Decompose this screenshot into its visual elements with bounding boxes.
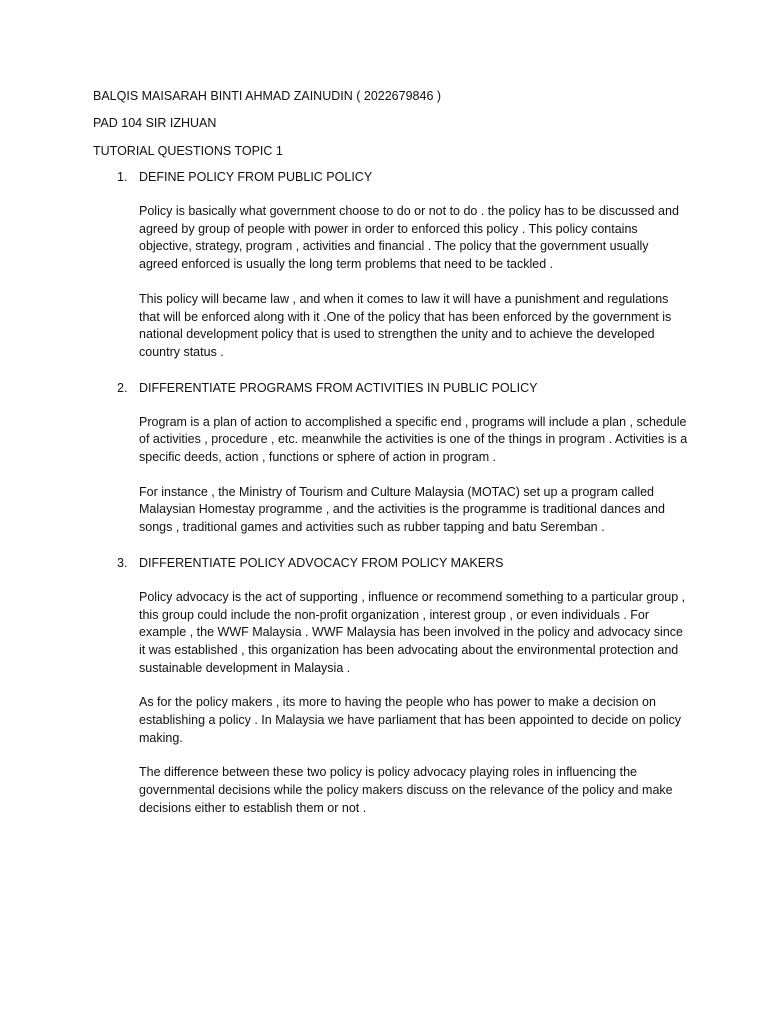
- author-line: BALQIS MAISARAH BINTI AHMAD ZAINUDIN ( 2022679846 ): [93, 89, 442, 103]
- question-title: DIFFERENTIATE POLICY ADVOCACY FROM POLICY MAKERS: [139, 555, 504, 570]
- topic-line: TUTORIAL QUESTIONS TOPIC 1: [93, 144, 283, 158]
- answer-paragraph: Policy advocacy is the act of supporting , influence or recommend something to a particular group , this group could include the non-profit organization , interest group , or even individuals . For example , the WWF Malaysia . WWF Malaysia has been involved in the policy and advocacy since it was established , this organization has been advocating about the environmental protection and sustainable development in Malaysia .: [139, 589, 686, 675]
- question-number: 3.: [117, 555, 128, 570]
- question-number: 2.: [117, 380, 128, 395]
- answer-paragraph: For instance , the Ministry of Tourism and Culture Malaysia (MOTAC) set up a program called Malaysian Homestay programme , and the activities is the programme is traditional dances and songs , traditional games and activities such as rubber tapping and batu Seremban .: [139, 484, 665, 535]
- answer-paragraph: Policy is basically what government choose to do or not to do . the policy has to be discussed and agreed by group of people with power in order to enforced this policy . This policy contains objective, strategy, program , activities and financial . The policy that the government usually agreed enforced is usually the long term problems that need to be tackled .: [139, 204, 679, 272]
- question-heading: [93, 554, 683, 572]
- answer-paragraph: As for the policy makers , its more to having the people who has power to make a decision on establishing a policy . In Malaysia we have parliament that has been appointed to decide on policy making.: [139, 695, 682, 745]
- answer-paragraph: The difference between these two policy is policy advocacy playing roles in influencing the governmental decisions while the policy makers discuss on the relevance of the policy and make decisions either to establish them or not .: [139, 765, 673, 815]
- answer-paragraph: This policy will became law , and when it comes to law it will have a punishment and regulations that will be enforced along with it .One of the policy that has been enforced by the government is national development policy that is used to strengthen the unity and to achieve the developed country status .: [139, 291, 672, 359]
- question-number: 1.: [117, 170, 128, 184]
- question-list: [93, 168, 688, 818]
- question-title: DIFFERENTIATE PROGRAMS FROM ACTIVITIES IN PUBLIC POLICY: [139, 380, 538, 395]
- question-heading: [93, 168, 683, 186]
- question-2: [93, 379, 688, 537]
- question-title: DEFINE POLICY FROM PUBLIC POLICY: [139, 170, 373, 184]
- question-heading: [93, 379, 683, 397]
- answer-paragraph: Program is a plan of action to accomplished a specific end , programs will include a plan , schedule of activities , procedure , etc. meanwhile the activities is one of the things in program . Activities is a specific deeds, action , functions or sphere of action in program .: [139, 414, 688, 465]
- question-3: [93, 554, 686, 818]
- question-1: [93, 168, 683, 362]
- course-line: PAD 104 SIR IZHUAN: [93, 116, 217, 130]
